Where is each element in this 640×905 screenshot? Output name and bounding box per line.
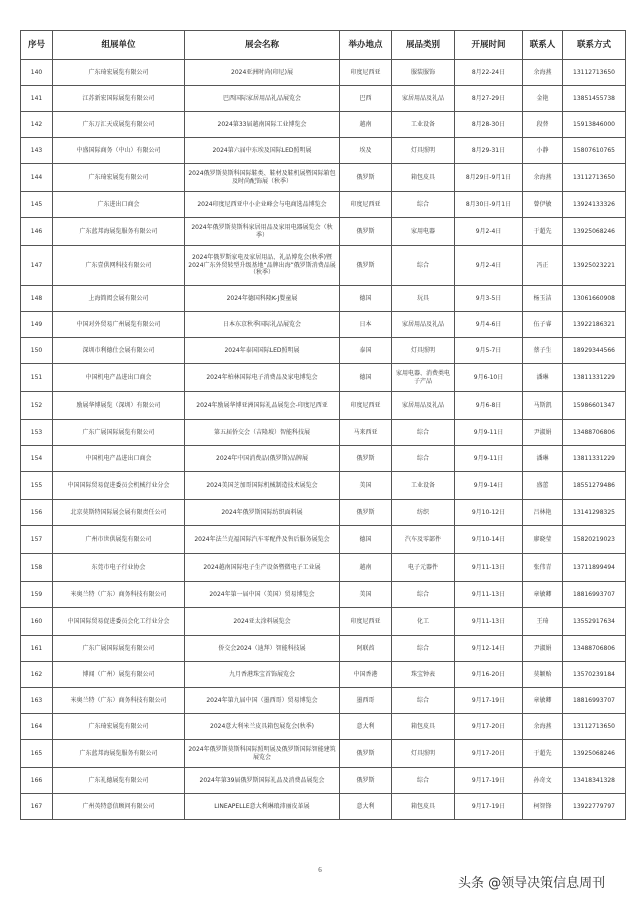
table-cell: 箱包皮具 (392, 164, 455, 192)
table-cell: 潘琳 (523, 364, 563, 392)
table-cell: 2024亚太涂料展览会 (185, 608, 340, 636)
table-cell: 13922779797 (563, 794, 626, 820)
table-cell: 18551279486 (563, 472, 626, 500)
table-row (21, 338, 626, 364)
table-row (21, 86, 626, 112)
table-cell: 9月11-13日 (455, 554, 523, 582)
table-cell: 广州英特意信顾问有限公司 (53, 794, 185, 820)
table-cell: 150 (21, 338, 53, 364)
table-cell: 2024年中国消费品(俄罗斯)品牌展 (185, 446, 340, 472)
table-cell: 俄罗斯 (340, 500, 392, 526)
table-cell: 珠宝钟表 (392, 662, 455, 688)
table-cell: 2024年泰国国际LED照明展 (185, 338, 340, 364)
table-cell: 141 (21, 86, 53, 112)
table-cell: 13112713650 (563, 164, 626, 192)
table-cell: 俄罗斯 (340, 246, 392, 286)
header-cell: 序号 (21, 31, 53, 60)
table-cell: 综合 (392, 420, 455, 446)
table-cell: 2024第六届中东埃及国际LED照明展 (185, 138, 340, 164)
table-row (21, 608, 626, 636)
table-row (21, 312, 626, 338)
table-row (21, 138, 626, 164)
table-cell: 8月28-30日 (455, 112, 523, 138)
table-cell: 2024美国芝加哥国际机械制造技术展览会 (185, 472, 340, 500)
table-cell: 尹淑娟 (523, 420, 563, 446)
table-cell: 化工 (392, 608, 455, 636)
table-cell: 广东广展国际展览有限公司 (53, 420, 185, 446)
table-cell: 中盛国际商务（中山）有限公司 (53, 138, 185, 164)
table-cell: 柯智锋 (523, 794, 563, 820)
table-cell: 2024年德国科隆K-J婴童展 (185, 286, 340, 312)
table-cell: 8月29日-9月1日 (455, 164, 523, 192)
table-cell: 155 (21, 472, 53, 500)
page-number: 6 (318, 866, 322, 874)
table-cell: 2024亚洲时尚(印尼)展 (185, 60, 340, 86)
table-cell: 9月2-4日 (455, 218, 523, 246)
table-cell: 9月10-14日 (455, 526, 523, 554)
table-cell: 9月9-14日 (455, 472, 523, 500)
table-cell: 9月5-7日 (455, 338, 523, 364)
table-cell: 9月11-13日 (455, 608, 523, 636)
table-cell: 段替 (523, 112, 563, 138)
table-row (21, 392, 626, 420)
table-cell: 2024年励展华博亚洲国际礼品展览会-印度尼西亚 (185, 392, 340, 420)
table-cell: 15913846000 (563, 112, 626, 138)
table-cell: 2024年第39届俄罗斯国际礼品及消费品展览会 (185, 768, 340, 794)
table-cell: 俄罗斯 (340, 446, 392, 472)
table-cell: 2024俄罗斯莫斯科国际鞋类、鞋材及鞋机展暨国际箱包及时尚配饰展（秋季） (185, 164, 340, 192)
table-cell: 163 (21, 688, 53, 714)
table-cell: 13711899494 (563, 554, 626, 582)
table-cell: 2024年俄罗斯莫斯科国际照明展及俄罗斯国际智能建筑展览会 (185, 740, 340, 768)
table-cell: 161 (21, 636, 53, 662)
table-cell: 广东礼德展览有限公司 (53, 768, 185, 794)
table-cell: 箱包皮具 (392, 714, 455, 740)
table-cell: 164 (21, 714, 53, 740)
table-cell: 意大利 (340, 794, 392, 820)
table-cell: 2024年俄罗斯莫斯科家居用品及家用电器展览会（秋季） (185, 218, 340, 246)
table-row (21, 246, 626, 286)
table-cell: 13811331229 (563, 446, 626, 472)
table-cell: 18929344566 (563, 338, 626, 364)
table-cell: 潘琳 (523, 446, 563, 472)
table-cell: 147 (21, 246, 53, 286)
table-cell: 中国国际贸易促进委员会机械行业分会 (53, 472, 185, 500)
table-cell: 东莞市电子行业协会 (53, 554, 185, 582)
table-cell: 综合 (392, 768, 455, 794)
table-cell: 9月17-19日 (455, 768, 523, 794)
table-cell: 13922186321 (563, 312, 626, 338)
table-cell: 电子元器件 (392, 554, 455, 582)
table-cell: 孙奇文 (523, 768, 563, 794)
table-cell: 盛蕾 (523, 472, 563, 500)
table-row (21, 582, 626, 608)
table-cell: 2024意大利米兰皮具箱包展览会(秋季) (185, 714, 340, 740)
table-cell: 美国 (340, 472, 392, 500)
table-row (21, 636, 626, 662)
table-cell: 166 (21, 768, 53, 794)
table-cell: 13488706806 (563, 636, 626, 662)
table-cell: LINEAPELLE意大利琳琅沛丽皮革展 (185, 794, 340, 820)
table-cell: 13418341328 (563, 768, 626, 794)
table-cell: 2024年第九届中国（墨西哥）贸易博览会 (185, 688, 340, 714)
table-cell: 张伟青 (523, 554, 563, 582)
table-row (21, 218, 626, 246)
header-cell: 联系人 (523, 31, 563, 60)
table-cell: 9月12-14日 (455, 636, 523, 662)
table-row (21, 526, 626, 554)
table-row (21, 420, 626, 446)
table-cell: 8月30日-9月1日 (455, 192, 523, 218)
exhibition-table (20, 30, 626, 820)
table-cell: 曾伊敏 (523, 192, 563, 218)
table-cell: 工业设备 (392, 472, 455, 500)
table-cell: 2024年法兰克福国际汽车零配件及售后服务展览会 (185, 526, 340, 554)
table-cell: 灯具照明 (392, 338, 455, 364)
table-cell: 2024年俄罗斯家电及家居用品、礼品博览会(秋季)暨2024广东外贸转型升级基地“品牌出海”俄罗斯消费品展（秋季） (185, 246, 340, 286)
table-cell: 小静 (523, 138, 563, 164)
table-cell: 综合 (392, 582, 455, 608)
table-cell: 综合 (392, 636, 455, 662)
table-cell: 上海简闳会展有限公司 (53, 286, 185, 312)
table-cell: 灯具照明 (392, 138, 455, 164)
table-cell: 158 (21, 554, 53, 582)
table-cell: 153 (21, 420, 53, 446)
table-row (21, 554, 626, 582)
table-cell: 广东琦宏展览有限公司 (53, 60, 185, 86)
table-cell: 印度尼西亚 (340, 192, 392, 218)
table-cell: 广东万汇天成展览有限公司 (53, 112, 185, 138)
table-cell: 埃及 (340, 138, 392, 164)
table-cell: 2024印度尼西亚中小企业峰会与电商选品博览会 (185, 192, 340, 218)
table-cell: 德国 (340, 364, 392, 392)
table-cell: 162 (21, 662, 53, 688)
table-cell: 18816993707 (563, 688, 626, 714)
table-cell: 博闻（广州）展览有限公司 (53, 662, 185, 688)
table-cell: 马来西亚 (340, 420, 392, 446)
table-cell: 杨玉洁 (523, 286, 563, 312)
table-cell: 广东琦宏展览有限公司 (53, 164, 185, 192)
table-cell: 纺织 (392, 500, 455, 526)
table-cell: 工业设备 (392, 112, 455, 138)
table-cell: 160 (21, 608, 53, 636)
table-cell: 15807610765 (563, 138, 626, 164)
table-header-row (21, 31, 626, 60)
table-cell: 综合 (392, 446, 455, 472)
table-cell: 综合 (392, 688, 455, 714)
table-cell: 13112713650 (563, 714, 626, 740)
table-row (21, 714, 626, 740)
table-cell: 9月11-13日 (455, 582, 523, 608)
table-cell: 13925068246 (563, 740, 626, 768)
table-cell: 米奥兰特（广东）商务科技有限公司 (53, 688, 185, 714)
table-cell: 余海燕 (523, 164, 563, 192)
table-cell: 家用电器 (392, 218, 455, 246)
table-row (21, 164, 626, 192)
table-cell: 家居用品及礼品 (392, 86, 455, 112)
table-cell: 家居用品及礼品 (392, 312, 455, 338)
table-cell: 13924133326 (563, 192, 626, 218)
table-cell: 于超先 (523, 740, 563, 768)
table-cell: 德国 (340, 526, 392, 554)
table-cell: 9月17-19日 (455, 688, 523, 714)
header-cell: 组展单位 (53, 31, 185, 60)
table-cell: 15986601347 (563, 392, 626, 420)
table-cell: 印度尼西亚 (340, 608, 392, 636)
table-cell: 15820219023 (563, 526, 626, 554)
table-cell: 2024年柏林国际电子消费品及家电博览会 (185, 364, 340, 392)
table-cell: 9月17-20日 (455, 714, 523, 740)
table-cell: 149 (21, 312, 53, 338)
table-row (21, 286, 626, 312)
table-cell: 马斯凯 (523, 392, 563, 420)
table-cell: 13552917634 (563, 608, 626, 636)
table-cell: 2024年俄罗斯国际纺织面料展 (185, 500, 340, 526)
table-cell: 8月29-31日 (455, 138, 523, 164)
table-cell: 余海燕 (523, 60, 563, 86)
table-row (21, 60, 626, 86)
table-cell: 13570239184 (563, 662, 626, 688)
table-cell: 9月2-4日 (455, 246, 523, 286)
table-cell: 广东壹供网科技有限公司 (53, 246, 185, 286)
table-cell: 9月6-10日 (455, 364, 523, 392)
header-cell: 联系方式 (563, 31, 626, 60)
table-cell: 服装服饰 (392, 60, 455, 86)
header-cell: 举办地点 (340, 31, 392, 60)
table-cell: 2024年第一届中国（美国）贸易博览会 (185, 582, 340, 608)
table-cell: 151 (21, 364, 53, 392)
table-cell: 9月17-20日 (455, 740, 523, 768)
table-row (21, 112, 626, 138)
table-cell: 泰国 (340, 338, 392, 364)
table-cell: 中国香港 (340, 662, 392, 688)
table-cell: 金艳 (523, 86, 563, 112)
table-cell: 俄罗斯 (340, 768, 392, 794)
table-row (21, 768, 626, 794)
table-cell: 广东蓝邦海展览服务有限公司 (53, 218, 185, 246)
table-cell: 汽车及零部件 (392, 526, 455, 554)
table-cell: 印度尼西亚 (340, 392, 392, 420)
table-cell: 9月6-8日 (455, 392, 523, 420)
table-cell: 章敏卿 (523, 688, 563, 714)
table-cell: 8月27-29日 (455, 86, 523, 112)
table-cell: 王琦 (523, 608, 563, 636)
table-cell: 俄罗斯 (340, 218, 392, 246)
table-cell: 玩具 (392, 286, 455, 312)
table-cell: 灯具照明 (392, 740, 455, 768)
table-cell: 侨交会2024（迪拜）智能科技展 (185, 636, 340, 662)
table-cell: 德国 (340, 286, 392, 312)
table-cell: 18816993707 (563, 582, 626, 608)
table-cell: 2024第33届越南国际工业博览会 (185, 112, 340, 138)
table-cell: 越南 (340, 554, 392, 582)
table-cell: 13925023221 (563, 246, 626, 286)
table-cell: 章敏卿 (523, 582, 563, 608)
table-cell: 157 (21, 526, 53, 554)
table-cell: 140 (21, 60, 53, 86)
table-cell: 中国国际贸易促进委员会化工行业分会 (53, 608, 185, 636)
table-cell: 143 (21, 138, 53, 164)
table-row (21, 662, 626, 688)
table-cell: 日本东京秋季国际礼品展览会 (185, 312, 340, 338)
table-cell: 13112713650 (563, 60, 626, 86)
table-cell: 145 (21, 192, 53, 218)
table-cell: 中国机电产品进出口商会 (53, 364, 185, 392)
table-cell: 13488706806 (563, 420, 626, 446)
table-cell: 巴西 (340, 86, 392, 112)
table-cell: 144 (21, 164, 53, 192)
table-cell: 阿联酋 (340, 636, 392, 662)
table-cell: 蔡子生 (523, 338, 563, 364)
table-cell: 中国机电产品进出口商会 (53, 446, 185, 472)
table-cell: 9月4-6日 (455, 312, 523, 338)
table-cell: 9月16-20日 (455, 662, 523, 688)
table-row (21, 794, 626, 820)
table-cell: 广东进出口商会 (53, 192, 185, 218)
table-cell: 第五届侨交会（吉隆坡）智能科技展 (185, 420, 340, 446)
table-cell: 13141298325 (563, 500, 626, 526)
table-cell: 吕林艳 (523, 500, 563, 526)
table-cell: 9月10-12日 (455, 500, 523, 526)
table-cell: 综合 (392, 192, 455, 218)
table-cell: 日本 (340, 312, 392, 338)
table-cell: 冯正 (523, 246, 563, 286)
table-cell: 148 (21, 286, 53, 312)
table-row (21, 500, 626, 526)
table-cell: 莫颖贻 (523, 662, 563, 688)
table-cell: 印度尼西亚 (340, 60, 392, 86)
table-row (21, 688, 626, 714)
table-cell: 156 (21, 500, 53, 526)
table-cell: 9月3-5日 (455, 286, 523, 312)
table-cell: 巴西国际家居用品礼品展览会 (185, 86, 340, 112)
table-cell: 9月9-11日 (455, 420, 523, 446)
table-cell: 箱包皮具 (392, 794, 455, 820)
table-cell: 廖晓莹 (523, 526, 563, 554)
table-cell: 146 (21, 218, 53, 246)
table-cell: 167 (21, 794, 53, 820)
table-cell: 综合 (392, 246, 455, 286)
table-cell: 13851455738 (563, 86, 626, 112)
table-cell: 尹淑娟 (523, 636, 563, 662)
table-cell: 广东广展国际展览有限公司 (53, 636, 185, 662)
table-cell: 中国对外贸易广州展览有限公司 (53, 312, 185, 338)
table-cell: 广州市世供展览有限公司 (53, 526, 185, 554)
table-cell: 152 (21, 392, 53, 420)
table-row (21, 192, 626, 218)
table-cell: 越南 (340, 112, 392, 138)
table-cell: 142 (21, 112, 53, 138)
table-row (21, 446, 626, 472)
table-cell: 家居用品及礼品 (392, 392, 455, 420)
table-cell: 154 (21, 446, 53, 472)
table-cell: 159 (21, 582, 53, 608)
table-cell: 13061660908 (563, 286, 626, 312)
table-cell: 俄罗斯 (340, 164, 392, 192)
table-cell: 江苏新宏国际展览有限公司 (53, 86, 185, 112)
table-row (21, 364, 626, 392)
table-cell: 于超先 (523, 218, 563, 246)
table-row (21, 740, 626, 768)
table-cell: 米奥兰特（广东）商务科技有限公司 (53, 582, 185, 608)
table-cell: 意大利 (340, 714, 392, 740)
table-cell: 余海燕 (523, 714, 563, 740)
table-cell: 俄罗斯 (340, 740, 392, 768)
header-cell: 展品类别 (392, 31, 455, 60)
table-cell: 九月香港珠宝首饰展览会 (185, 662, 340, 688)
table-cell: 2024越南国际电子生产设备暨微电子工业展 (185, 554, 340, 582)
table-cell: 深圳市利德仕会展有限公司 (53, 338, 185, 364)
table-cell: 家用电器、消费类电子产品 (392, 364, 455, 392)
table-cell: 9月17-19日 (455, 794, 523, 820)
table-cell: 13925068246 (563, 218, 626, 246)
table-cell: 伍子睿 (523, 312, 563, 338)
table-cell: 广东琦宏展览有限公司 (53, 714, 185, 740)
table-cell: 北京莫斯特国际展会展有限责任公司 (53, 500, 185, 526)
table-cell: 励展华博展览（深圳）有限公司 (53, 392, 185, 420)
table-cell: 165 (21, 740, 53, 768)
watermark: 头条 @领导决策信息周刊 (458, 876, 606, 891)
table-cell: 13811331229 (563, 364, 626, 392)
header-cell: 展会名称 (185, 31, 340, 60)
table-cell: 广东蓝邦海展览服务有限公司 (53, 740, 185, 768)
table-row (21, 472, 626, 500)
table-cell: 8月22-24日 (455, 60, 523, 86)
header-cell: 开展时间 (455, 31, 523, 60)
table-body (21, 60, 626, 820)
table-cell: 美国 (340, 582, 392, 608)
table-cell: 墨西哥 (340, 688, 392, 714)
table-cell: 9月9-11日 (455, 446, 523, 472)
